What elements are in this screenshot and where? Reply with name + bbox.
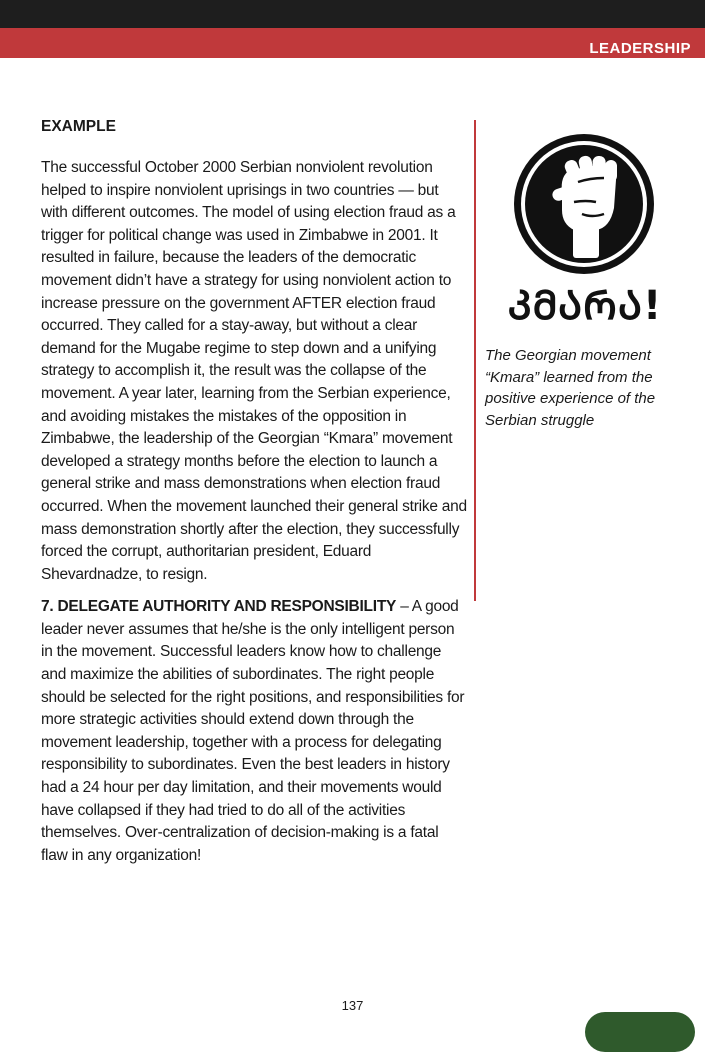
page-number: 137	[341, 998, 364, 1013]
delegate-title: 7. DELEGATE AUTHORITY AND RESPONSIBILITY	[41, 598, 397, 616]
delegate-text: – A good leader never assumes that he/she is the only intelligent person in the movement. Successful leaders know how to challenge and maximize the abilities of subordinates. The right people should be selected for the right positions, and responsibilities for more strategic activities should extend down through the movement leadership, together with a process for delegating responsibility to subordinates. Even the best leaders in history had a 24 hour per day limitation, and their movements would have collapsed if they had tried to do all of the activities themselves. Over-centralization of decision-making is a fatal flaw in any organization!	[41, 598, 465, 864]
main-column	[41, 116, 469, 867]
sidebar-caption: The Georgian movement “Kmara” learned from the positive experience of the Serbian struggle	[485, 347, 656, 429]
raised-fist-icon	[512, 132, 656, 276]
example-heading: EXAMPLE	[41, 118, 116, 135]
delegate-paragraph	[41, 596, 469, 867]
corner-tab	[585, 1012, 695, 1052]
example-paragraph: The successful October 2000 Serbian nonviolent revolution helped to inspire nonviolent uprisings in two countries — but with different outcomes. The model of using election fraud as a trigger for political change was used in Zimbabwe in 2001. It resulted in failure, because the leaders of the democratic movement didn’t have a strategy for using nonviolent action to increase pressure on the government AFTER election fraud occurred. They called for a stay-away, but without a clear demand for the Mugabe regime to step down and a unifying strategy to accomplish it, the result was the collapse of the movement. A year later, learning from the Serbian experience, and avoiding mistakes the mistakes of the opposition in Zimbabwe, the leadership of the Georgian “Kmara” movement developed a strategy months before the election to launch a general strike and mass demonstrations when election fraud occurred. When the movement launched their general strike and mass demonstration shortly after the election, they successfully forced the corrupt, authoritarian president, Eduard Shevardnadze, to resign.	[41, 159, 467, 583]
section-title: LEADERSHIP	[589, 40, 691, 57]
top-bar	[0, 0, 705, 28]
kmara-logo-text: ᲙᲛᲐᲠᲐ!	[507, 283, 663, 329]
column-divider	[474, 120, 476, 601]
